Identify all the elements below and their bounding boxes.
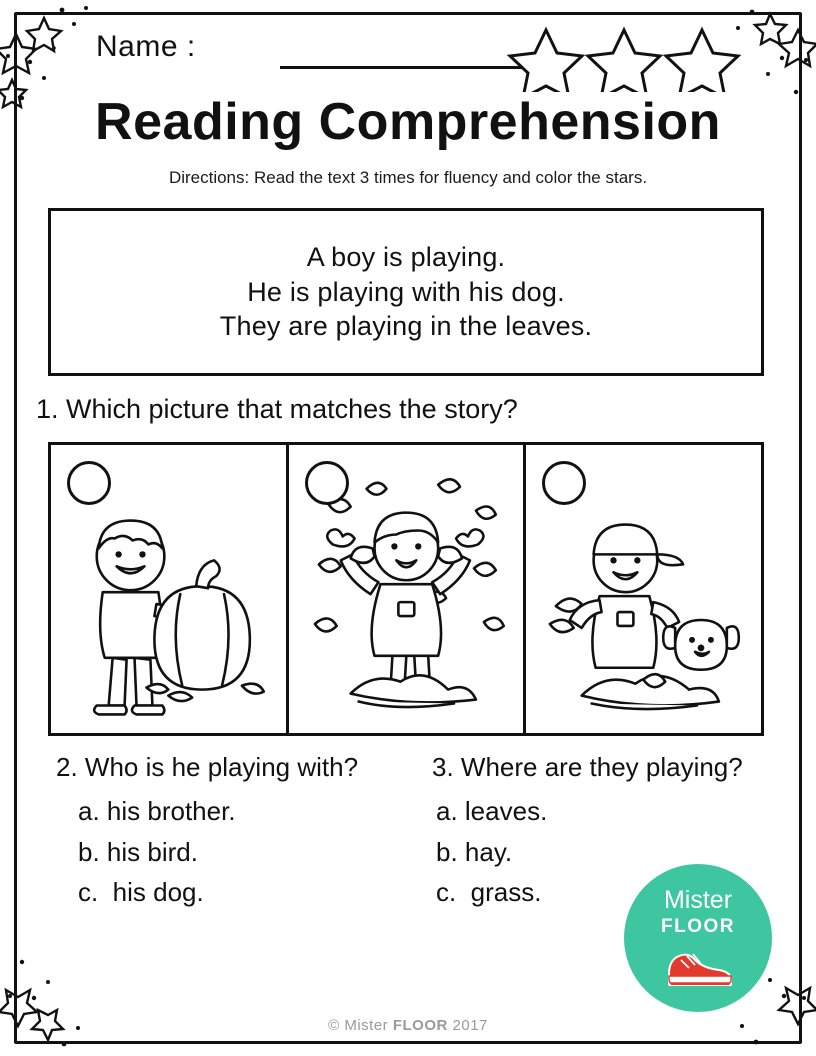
fluency-star-2 [588, 30, 660, 92]
question-3-choice-b[interactable]: b. hay. [436, 836, 513, 867]
passage-box [48, 208, 764, 376]
question-2-stem: 2. Who is he playing with? [56, 752, 359, 782]
footer-year: 2017 [447, 1017, 488, 1034]
directions-text: Directions: Read the text 3 times for fluency and color the stars. [168, 168, 648, 187]
footer-brand: FLOOR [392, 1017, 448, 1034]
passage-line-1: A boy is playing. [306, 242, 506, 273]
picture-choice-a[interactable] [51, 445, 289, 733]
footer-copyright [0, 1017, 816, 1034]
passage-line-3: They are playing in the leaves. [219, 311, 593, 342]
picture-choice-b[interactable] [289, 445, 527, 733]
question-2-choices [56, 794, 406, 909]
question-2-choice-b[interactable]: b. his bird. [78, 836, 198, 867]
question-3-choice-c[interactable]: c. grass. [436, 876, 542, 907]
sneaker-icon [663, 944, 733, 986]
fluency-star-3 [666, 30, 738, 92]
brand-logo-badge [624, 864, 772, 1012]
page-title: Reading Comprehension [95, 93, 721, 151]
brand-name-line2: FLOOR [661, 916, 735, 937]
question-3-stem: 3. Where are they playing? [432, 752, 743, 782]
fluency-star-1 [510, 30, 582, 92]
answer-bubble-a-icon[interactable] [67, 461, 111, 505]
question-3-choice-a[interactable]: a. leaves. [436, 796, 548, 827]
question-1-stem: 1. Which picture that matches the story? [36, 394, 518, 424]
fluency-stars-group[interactable] [506, 26, 746, 92]
name-label: Name : [96, 30, 196, 63]
footer-copyright-prefix: © Mister [328, 1017, 393, 1034]
question-2-choice-a[interactable]: a. his brother. [78, 796, 236, 827]
passage-line-2: He is playing with his dog. [247, 276, 565, 307]
answer-bubble-b-icon[interactable] [305, 461, 349, 505]
question-1-picture-row [48, 442, 764, 736]
picture-choice-c[interactable] [526, 445, 761, 733]
question-2 [56, 750, 406, 915]
brand-name-line1: Mister [663, 886, 733, 914]
question-2-choice-c[interactable]: c. his dog. [78, 876, 204, 907]
name-row [52, 28, 752, 90]
